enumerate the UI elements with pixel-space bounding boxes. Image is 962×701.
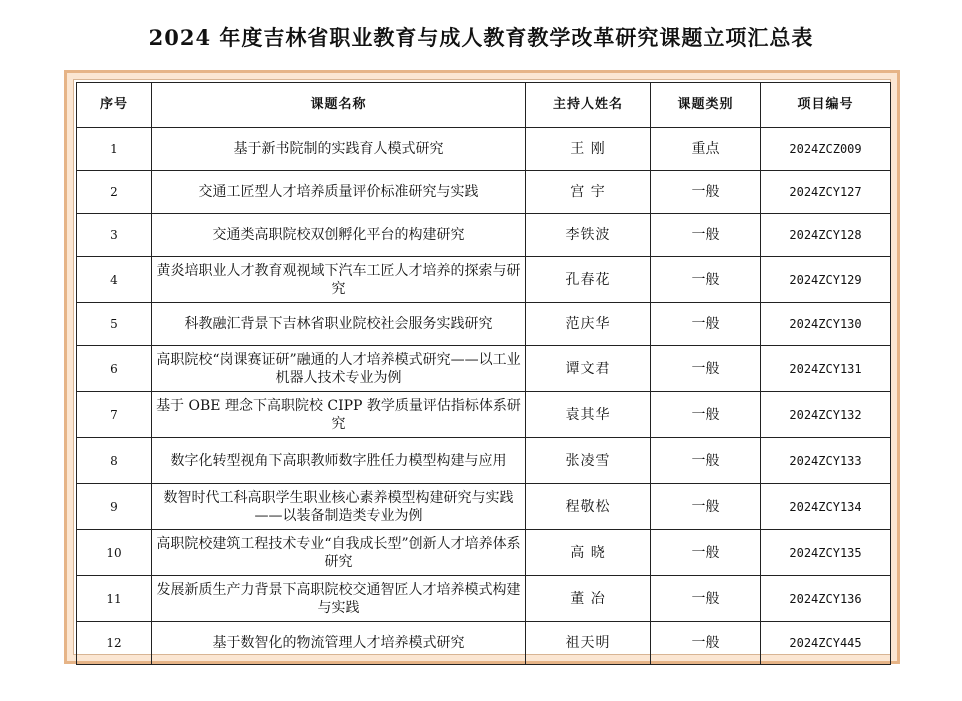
cell-category: 一般 [651,576,761,622]
cell-code: 2024ZCY135 [761,530,891,576]
table-row [77,576,891,622]
cell-topic: 高职院校“岗课赛证研”融通的人才培养模式研究——以工业机器人技术专业为例 [152,346,526,392]
cell-code: 2024ZCY128 [761,214,891,257]
cell-topic: 高职院校建筑工程技术专业“自我成长型”创新人才培养体系研究 [152,530,526,576]
cell-code: 2024ZCY131 [761,346,891,392]
table-row [77,257,891,303]
cell-host: 宫 宇 [526,171,651,214]
cell-host: 孔春花 [526,257,651,303]
header-code: 项目编号 [761,83,891,128]
cell-no: 3 [77,214,152,257]
table-row [77,530,891,576]
cell-category: 一般 [651,438,761,484]
header-category: 课题类别 [651,83,761,128]
cell-no: 6 [77,346,152,392]
cell-host: 董 冶 [526,576,651,622]
cell-no: 1 [77,128,152,171]
cell-category: 一般 [651,346,761,392]
cell-host: 王 刚 [526,128,651,171]
cell-host: 谭文君 [526,346,651,392]
cell-code: 2024ZCY133 [761,438,891,484]
table-row [77,171,891,214]
cell-category: 重点 [651,128,761,171]
cell-topic: 交通类高职院校双创孵化平台的构建研究 [152,214,526,257]
cell-no: 4 [77,257,152,303]
cell-host: 范庆华 [526,303,651,346]
cell-host: 张凌雪 [526,438,651,484]
header-host: 主持人姓名 [526,83,651,128]
cell-topic: 发展新质生产力背景下高职院校交通智匠人才培养模式构建与实践 [152,576,526,622]
cell-no: 10 [77,530,152,576]
cell-topic: 交通工匠型人才培养质量评价标准研究与实践 [152,171,526,214]
cell-category: 一般 [651,392,761,438]
cell-no: 7 [77,392,152,438]
page-title: 2024 年度吉林省职业教育与成人教育教学改革研究课题立项汇总表 [148,25,814,50]
cell-no: 9 [77,484,152,530]
cell-code: 2024ZCY129 [761,257,891,303]
table-row [77,392,891,438]
cell-host: 祖天明 [526,622,651,665]
cell-code: 2024ZCY127 [761,171,891,214]
cell-topic: 基于新书院制的实践育人模式研究 [152,128,526,171]
cell-code: 2024ZCY136 [761,576,891,622]
header-no: 序号 [77,83,152,128]
cell-host: 袁其华 [526,392,651,438]
cell-topic: 数字化转型视角下高职教师数字胜任力模型构建与应用 [152,438,526,484]
table-frame [64,70,900,664]
table-row [77,438,891,484]
table-row [77,622,891,665]
cell-category: 一般 [651,484,761,530]
table-row [77,484,891,530]
cell-code: 2024ZCY134 [761,484,891,530]
cell-no: 2 [77,171,152,214]
cell-host: 李铁波 [526,214,651,257]
header-topic: 课题名称 [152,83,526,128]
cell-no: 11 [77,576,152,622]
cell-category: 一般 [651,622,761,665]
cell-no: 5 [77,303,152,346]
table-row [77,346,891,392]
cell-topic: 基于数智化的物流管理人才培养模式研究 [152,622,526,665]
cell-no: 12 [77,622,152,665]
project-summary-table [76,82,891,665]
cell-category: 一般 [651,171,761,214]
table-inner-panel [73,79,891,655]
cell-host: 高 晓 [526,530,651,576]
cell-code: 2024ZCY132 [761,392,891,438]
cell-category: 一般 [651,214,761,257]
cell-code: 2024ZCY130 [761,303,891,346]
cell-topic: 基于 OBE 理念下高职院校 CIPP 教学质量评估指标体系研究 [152,392,526,438]
cell-topic: 科教融汇背景下吉林省职业院校社会服务实践研究 [152,303,526,346]
table-header-row [77,83,891,128]
cell-topic: 黄炎培职业人才教育观视域下汽车工匠人才培养的探索与研究 [152,257,526,303]
cell-category: 一般 [651,530,761,576]
table-row [77,128,891,171]
table-row [77,214,891,257]
cell-category: 一般 [651,303,761,346]
cell-code: 2024ZCY445 [761,622,891,665]
cell-no: 8 [77,438,152,484]
cell-host: 程敬松 [526,484,651,530]
cell-code: 2024ZCZ009 [761,128,891,171]
cell-category: 一般 [651,257,761,303]
table-row [77,303,891,346]
cell-topic: 数智时代工科高职学生职业核心素养模型构建研究与实践——以装备制造类专业为例 [152,484,526,530]
